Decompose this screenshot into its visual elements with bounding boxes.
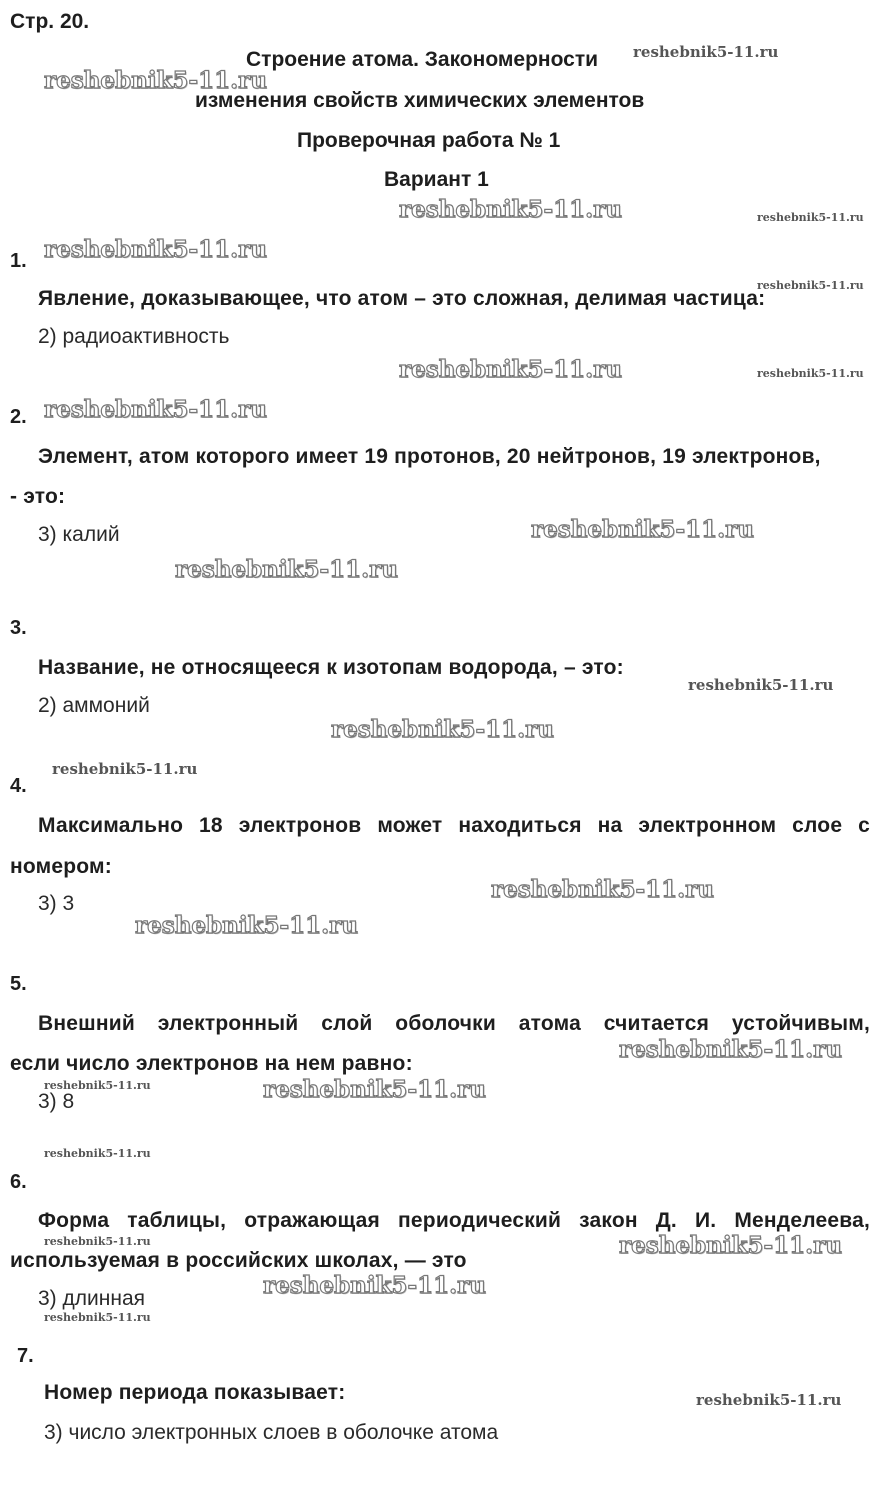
- question-text: Элемент, атом которого имеет 19 протонов, 20 нейтронов, 19 электронов,: [38, 445, 821, 468]
- watermark: reshebnik5-11.ru: [399, 196, 622, 223]
- watermark: reshebnik5-11.ru: [491, 876, 714, 903]
- title-line-2: изменения свойств химических элементов: [195, 89, 645, 112]
- watermark: reshebnik5-11.ru: [757, 367, 864, 380]
- watermark: reshebnik5-11.ru: [619, 1036, 842, 1063]
- watermark: reshebnik5-11.ru: [696, 1391, 842, 1409]
- answer-text: 3) 8: [38, 1090, 75, 1113]
- watermark: reshebnik5-11.ru: [331, 716, 554, 743]
- watermark: reshebnik5-11.ru: [757, 279, 864, 292]
- question-text-cont: номером:: [10, 855, 112, 878]
- answer-text: 3) число электронных слоев в оболочке атома: [44, 1421, 499, 1444]
- watermark: reshebnik5-11.ru: [531, 516, 754, 543]
- question-number: 5.: [10, 973, 27, 995]
- question-text: Номер периода показывает:: [44, 1381, 346, 1404]
- answer-text: 3) калий: [38, 523, 120, 546]
- question-text: Максимально 18 электронов может находиться на электронном слое с: [38, 814, 870, 837]
- question-text: Форма таблицы, отражающая периодический закон Д. И. Менделеева,: [38, 1209, 870, 1232]
- watermark: reshebnik5-11.ru: [619, 1232, 842, 1259]
- watermark: reshebnik5-11.ru: [44, 1235, 151, 1248]
- watermark: reshebnik5-11.ru: [44, 1311, 151, 1324]
- question-number: 1.: [10, 250, 27, 272]
- watermark: reshebnik5-11.ru: [52, 760, 198, 778]
- watermark: reshebnik5-11.ru: [44, 1147, 151, 1160]
- question-number: 2.: [10, 406, 27, 428]
- subtitle: Проверочная работа № 1: [297, 129, 561, 152]
- watermark: reshebnik5-11.ru: [399, 356, 622, 383]
- watermark: reshebnik5-11.ru: [688, 676, 834, 694]
- question-text: Внешний электронный слой оболочки атома считается устойчивым,: [38, 1012, 870, 1035]
- title-line-1: Строение атома. Закономерности: [246, 48, 599, 71]
- question-text: Явление, доказывающее, что атом – это сложная, делимая частица:: [38, 287, 766, 310]
- watermark: reshebnik5-11.ru: [633, 43, 779, 61]
- watermark: reshebnik5-11.ru: [263, 1272, 486, 1299]
- question-number: 7.: [17, 1345, 34, 1367]
- answer-text: 2) радиоактивность: [38, 325, 230, 348]
- answer-text: 3) 3: [38, 892, 75, 915]
- watermark: reshebnik5-11.ru: [263, 1076, 486, 1103]
- question-number: 3.: [10, 617, 27, 639]
- answer-text: 2) аммоний: [38, 694, 150, 717]
- question-text-cont: - это:: [10, 485, 66, 508]
- watermark: reshebnik5-11.ru: [175, 556, 398, 583]
- page-label: Стр. 20.: [10, 10, 90, 33]
- question-text: Название, не относящееся к изотопам водорода, – это:: [38, 656, 624, 679]
- question-number: 4.: [10, 775, 27, 797]
- watermark: reshebnik5-11.ru: [135, 912, 358, 939]
- watermark: reshebnik5-11.ru: [757, 211, 864, 224]
- watermark: reshebnik5-11.ru: [44, 396, 267, 423]
- watermark: reshebnik5-11.ru: [44, 236, 267, 263]
- question-text-cont: если число электронов на нем равно:: [10, 1052, 413, 1075]
- variant: Вариант 1: [384, 168, 489, 191]
- question-number: 6.: [10, 1171, 27, 1193]
- watermark: reshebnik5-11.ru: [44, 1079, 151, 1092]
- answer-text: 3) длинная: [38, 1287, 145, 1310]
- watermark: reshebnik5-11.ru: [44, 67, 267, 94]
- question-text-cont: используемая в российских школах, — это: [10, 1249, 467, 1272]
